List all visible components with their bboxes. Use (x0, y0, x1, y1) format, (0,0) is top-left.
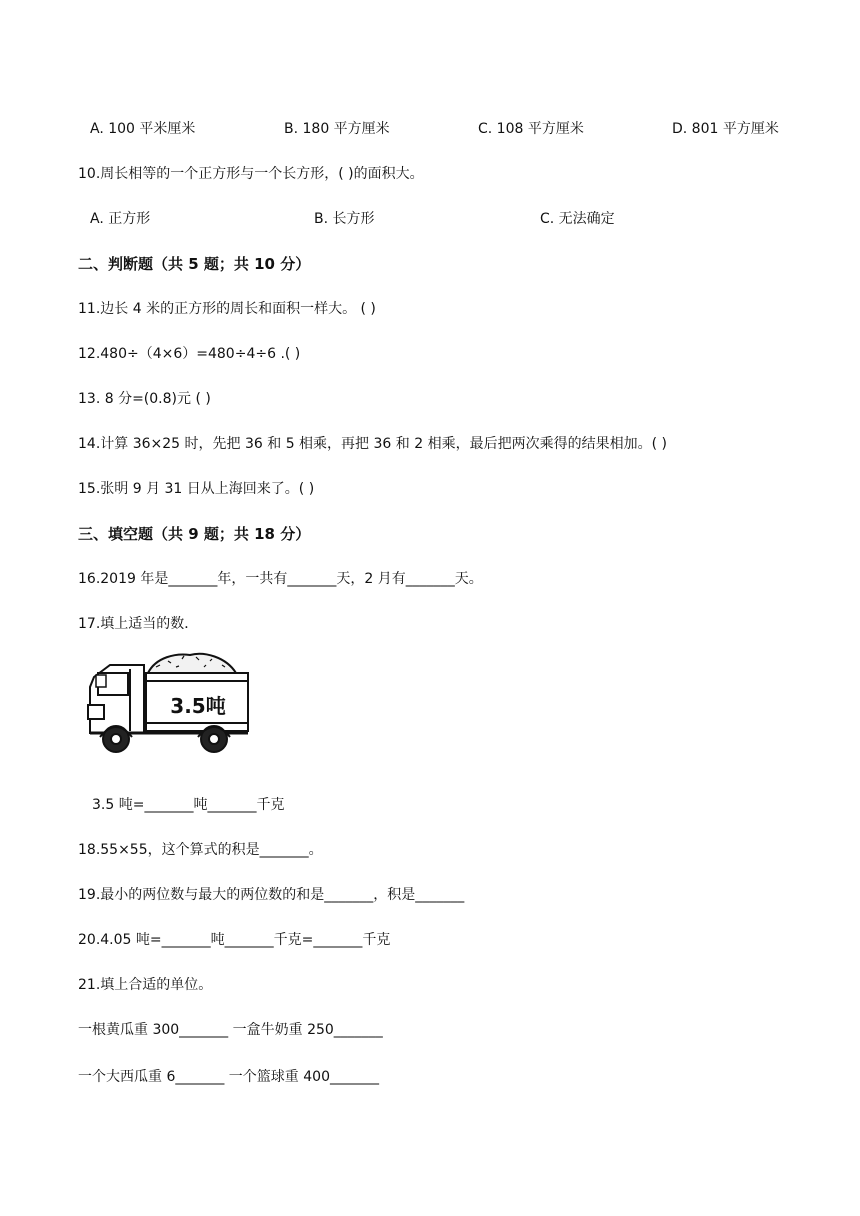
q13-text: 13. 8 分=(0.8)元 ( ) (78, 391, 211, 407)
q9-option-a: A. 100 平米厘米 (90, 121, 196, 137)
q9-option-c: C. 108 平方厘米 (478, 121, 584, 137)
q21-line-2: 一个大西瓜重 6_______ 一个篮球重 400_______ (78, 1069, 379, 1085)
q15-text: 15.张明 9 月 31 日从上海回来了。( ) (78, 481, 315, 497)
q12-text: 12.480÷（4×6）=480÷4÷6 .( ) (78, 346, 301, 362)
q10-option-a: A. 正方形 (90, 211, 151, 227)
q9-option-d: D. 801 平方厘米 (672, 121, 779, 137)
q17-answer: 3.5 吨=_______吨_______千克 (92, 797, 285, 813)
q10-text: 10.周长相等的一个正方形与一个长方形，( )的面积大。 (78, 166, 424, 182)
q21-text: 21.填上合适的单位。 (78, 977, 213, 993)
q16-text: 16.2019 年是_______年，一共有_______天，2 月有_______天。 (78, 571, 483, 587)
q20-text: 20.4.05 吨=_______吨_______千克=_______千克 (78, 932, 391, 948)
truck-load-label: 3.5吨 (170, 694, 226, 718)
section2-heading: 二、判断题（共 5 题；共 10 分） (78, 255, 311, 273)
q10-option-c: C. 无法确定 (540, 211, 615, 227)
section3-heading: 三、填空题（共 9 题；共 18 分） (78, 525, 311, 543)
q9-option-b: B. 180 平方厘米 (284, 121, 390, 137)
q17-text: 17.填上适当的数． (78, 616, 199, 632)
q14-text: 14.计算 36×25 时，先把 36 和 5 相乘，再把 36 和 2 相乘，最后把两次乘得的结果相加。( ) (78, 436, 667, 452)
q10-option-b: B. 长方形 (314, 211, 375, 227)
q19-text: 19.最小的两位数与最大的两位数的和是_______，积是_______ (78, 887, 465, 903)
dump-truck-illustration (86, 647, 252, 759)
q11-text: 11.边长 4 米的正方形的周长和面积一样大。 ( ) (78, 301, 376, 317)
q18-text: 18.55×55，这个算式的积是_______。 (78, 842, 323, 858)
q21-line-1: 一根黄瓜重 300_______ 一盒牛奶重 250_______ (78, 1022, 383, 1038)
